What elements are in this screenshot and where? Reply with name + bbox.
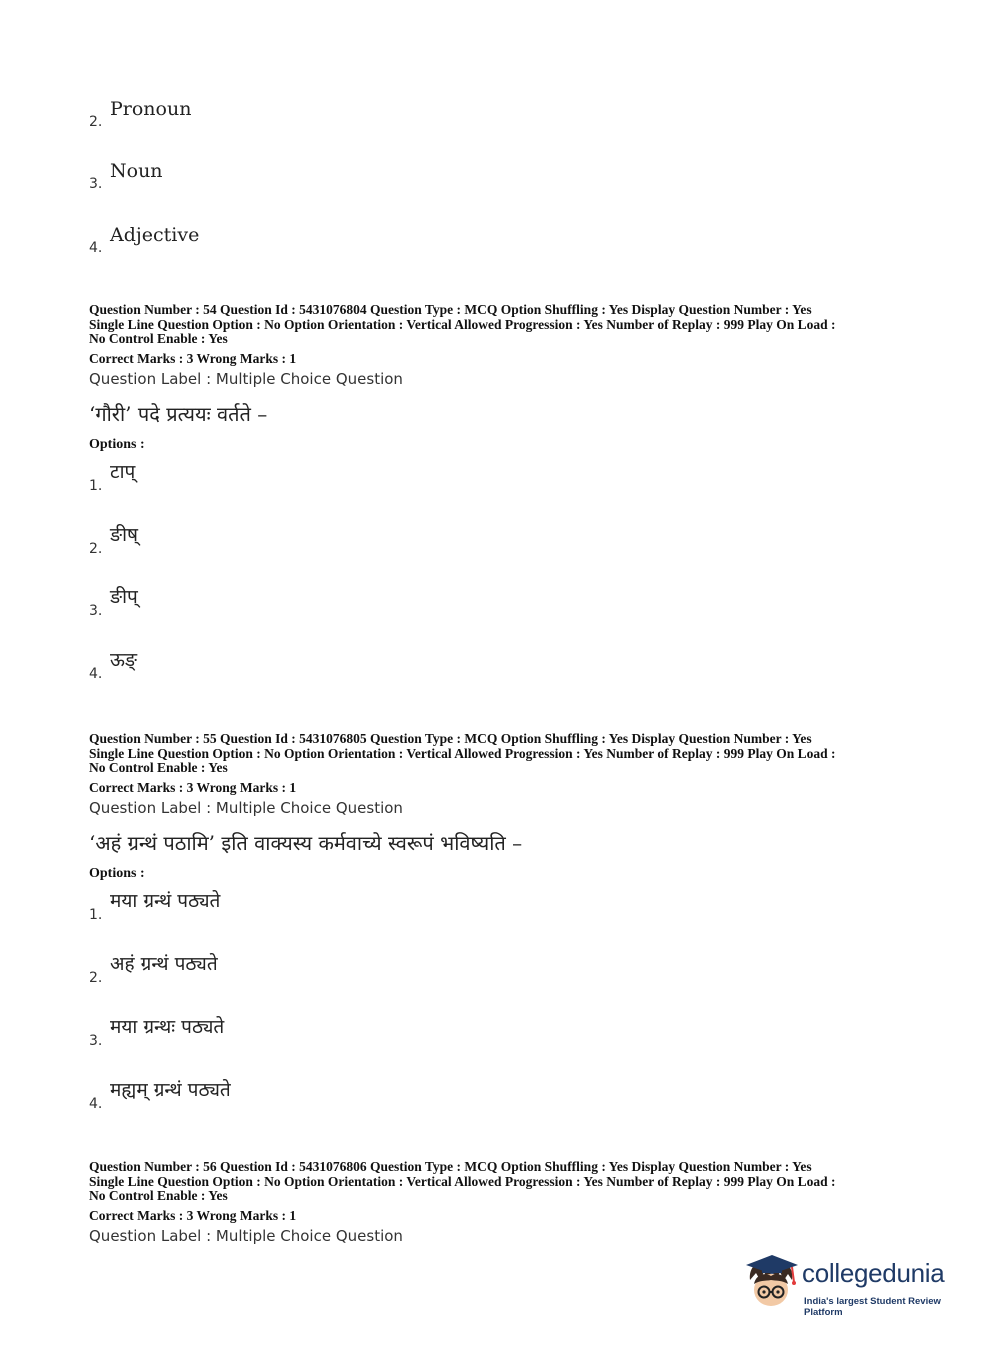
options-heading: Options : (89, 437, 145, 452)
marks-info: Correct Marks : 3 Wrong Marks : 1 (89, 351, 297, 366)
option-number: 1. (89, 478, 103, 494)
metadata-line: Single Line Question Option : No Option Orientation : Vertical Allowed Progression : Yes Number of Replay : 999 Play On Load : (89, 316, 836, 332)
collegedunia-logo (742, 1250, 972, 1322)
option-text: अहं ग्रन्थं पठ्यते (110, 953, 218, 975)
metadata-line: No Control Enable : Yes (89, 331, 228, 346)
question-label: Question Label : Multiple Choice Question (89, 370, 403, 388)
metadata-line: No Control Enable : Yes (89, 760, 228, 775)
option-text: Pronoun (110, 98, 192, 120)
marks-info: Correct Marks : 3 Wrong Marks : 1 (89, 780, 297, 795)
metadata-line: Single Line Question Option : No Option Orientation : Vertical Allowed Progression : Yes Number of Replay : 999 Play On Load : (89, 1173, 836, 1189)
question-label: Question Label : Multiple Choice Question (89, 1227, 403, 1245)
option-text: टाप् (110, 461, 136, 483)
option-number: 2. (89, 970, 103, 986)
option-text: ङीप् (110, 586, 138, 608)
option-text: मया ग्रन्थः पठ्यते (110, 1016, 225, 1038)
options-heading: Options : (89, 866, 145, 881)
question-metadata (89, 1160, 919, 1204)
question-metadata (89, 303, 919, 347)
metadata-line: Question Number : 55 Question Id : 5431076805 Question Type : MCQ Option Shuffling : Yes Display Question Number : Yes (89, 731, 812, 746)
metadata-line: Question Number : 54 Question Id : 5431076804 Question Type : MCQ Option Shuffling : Yes Display Question Number : Yes (89, 302, 812, 317)
option-text: ऊङ् (110, 649, 138, 671)
question-metadata (89, 732, 919, 776)
option-text: Noun (110, 160, 163, 182)
brand-name: collegedunia (802, 1258, 945, 1288)
option-text: मह्यम् ग्रन्थं पठ्यते (110, 1079, 231, 1101)
question-text: ‘गौरी’ पदे प्रत्ययः वर्तते – (89, 402, 268, 426)
option-number: 3. (89, 603, 103, 619)
brand-tagline: India's largest Student Review Platform (804, 1296, 941, 1318)
option-number: 1. (89, 907, 103, 923)
mascot-icon (742, 1254, 802, 1314)
metadata-line: No Control Enable : Yes (89, 1188, 228, 1203)
question-label: Question Label : Multiple Choice Question (89, 799, 403, 817)
option-number: 3. (89, 1033, 103, 1049)
metadata-line: Question Number : 56 Question Id : 5431076806 Question Type : MCQ Option Shuffling : Yes Display Question Number : Yes (89, 1159, 812, 1174)
option-text: मया ग्रन्थं पठ्यते (110, 890, 221, 912)
option-text: ङीष् (110, 524, 139, 546)
option-number: 3. (89, 176, 103, 192)
option-number: 2. (89, 541, 103, 557)
metadata-line: Single Line Question Option : No Option Orientation : Vertical Allowed Progression : Yes Number of Replay : 999 Play On Load : (89, 745, 836, 761)
option-number: 2. (89, 114, 103, 130)
question-text: ‘अहं ग्रन्थं पठामि’ इति वाक्यस्य कर्मवाच्ये स्वरूपं भविष्यति – (89, 831, 523, 855)
option-number: 4. (89, 240, 103, 256)
option-number: 4. (89, 1096, 103, 1112)
option-number: 4. (89, 666, 103, 682)
marks-info: Correct Marks : 3 Wrong Marks : 1 (89, 1208, 297, 1223)
option-text: Adjective (110, 224, 200, 246)
